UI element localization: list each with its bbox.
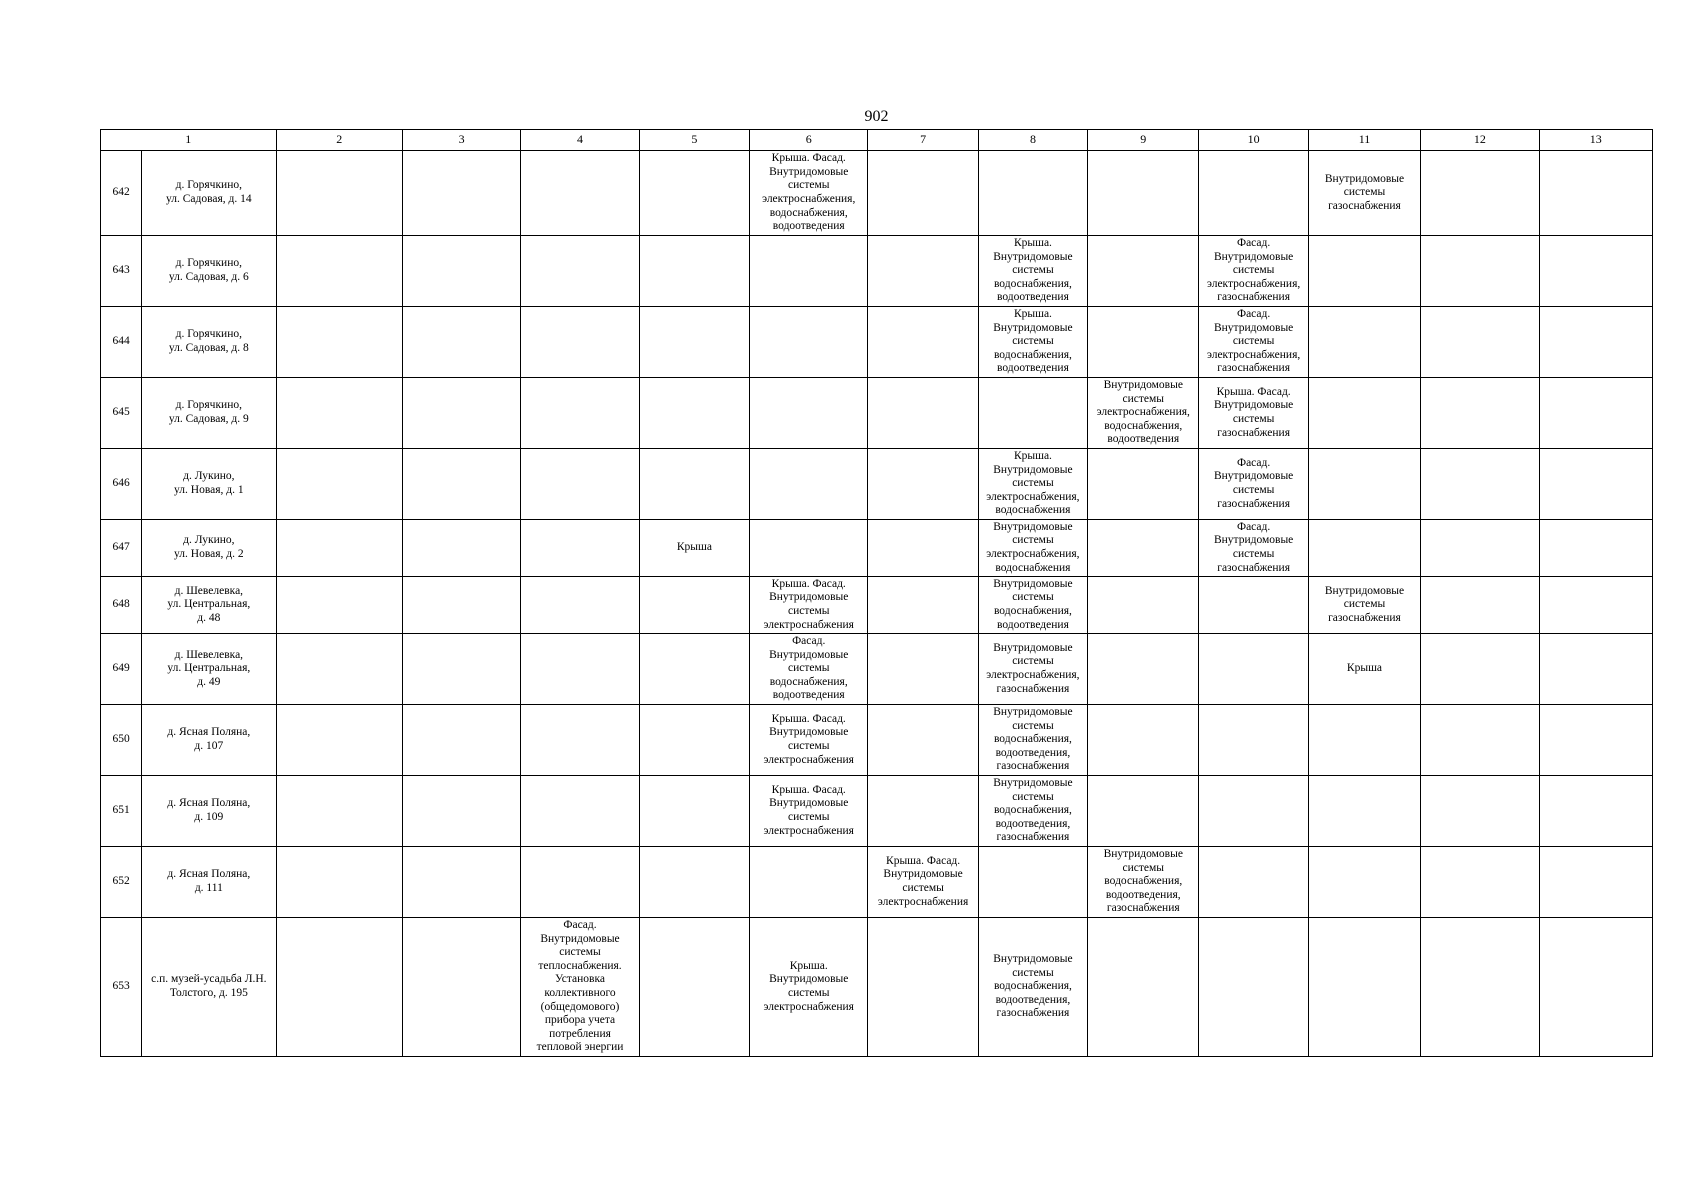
work-cell-col-6: Крыша. Фасад. Внутридомовые системы электроснабжения, водоснабжения, водоотведения [750, 151, 868, 236]
work-cell-col-11 [1308, 520, 1420, 577]
work-cell-col-5 [639, 577, 749, 634]
work-cell-col-8: Внутридомовые системы водоснабжения, водоотведения, газоснабжения [978, 918, 1087, 1057]
work-cell-col-8 [978, 378, 1087, 449]
work-cell-col-6 [750, 520, 868, 577]
address-cell: д. Ясная Поляна, д. 109 [142, 776, 276, 847]
work-cell-col-6: Крыша. Фасад. Внутридомовые системы электроснабжения [750, 577, 868, 634]
address-cell: д. Ясная Поляна, д. 107 [142, 705, 276, 776]
work-cell-col-12 [1421, 520, 1539, 577]
work-cell-col-4 [521, 378, 639, 449]
address-cell: д. Лукино, ул. Новая, д. 1 [142, 449, 276, 520]
work-cell-col-10 [1199, 705, 1308, 776]
work-cell-col-5 [639, 151, 749, 236]
row-number: 651 [101, 776, 142, 847]
work-cell-col-9 [1088, 449, 1199, 520]
address-cell: д. Ясная Поляна, д. 111 [142, 847, 276, 918]
work-cell-col-11 [1308, 378, 1420, 449]
work-cell-col-8: Крыша. Внутридомовые системы водоснабжения, водоотведения [978, 236, 1087, 307]
work-cell-col-8: Внутридомовые системы водоснабжения, водоотведения, газоснабжения [978, 776, 1087, 847]
work-cell-col-5 [639, 307, 749, 378]
work-cell-col-10 [1199, 577, 1308, 634]
work-cell-col-3 [402, 634, 520, 705]
work-cell-col-9 [1088, 236, 1199, 307]
work-cell-col-10 [1199, 151, 1308, 236]
work-cell-col-6 [750, 847, 868, 918]
work-cell-col-10: Фасад. Внутридомовые системы газоснабжения [1199, 449, 1308, 520]
work-cell-col-2 [276, 449, 402, 520]
work-cell-col-8: Внутридомовые системы водоснабжения, водоотведения, газоснабжения [978, 705, 1087, 776]
work-cell-col-3 [402, 307, 520, 378]
work-cell-col-12 [1421, 378, 1539, 449]
work-cell-col-2 [276, 151, 402, 236]
work-cell-col-9 [1088, 577, 1199, 634]
work-cell-col-8: Крыша. Внутридомовые системы водоснабжения, водоотведения [978, 307, 1087, 378]
work-cell-col-5 [639, 918, 749, 1057]
work-cell-col-2 [276, 847, 402, 918]
column-header-8: 8 [978, 130, 1087, 151]
work-cell-col-6 [750, 449, 868, 520]
work-cell-col-2 [276, 577, 402, 634]
row-number: 653 [101, 918, 142, 1057]
work-cell-col-3 [402, 449, 520, 520]
work-cell-col-2 [276, 776, 402, 847]
table-row [101, 918, 1653, 1057]
address-cell: д. Шевелевка, ул. Центральная, д. 48 [142, 577, 276, 634]
work-cell-col-7 [868, 378, 978, 449]
work-cell-col-12 [1421, 776, 1539, 847]
row-number: 644 [101, 307, 142, 378]
work-cell-col-10: Фасад. Внутридомовые системы электроснабжения, газоснабжения [1199, 236, 1308, 307]
column-header-1: 1 [101, 130, 277, 151]
work-cell-col-11: Крыша [1308, 634, 1420, 705]
work-cell-col-9 [1088, 307, 1199, 378]
column-header-12: 12 [1421, 130, 1539, 151]
work-cell-col-8 [978, 151, 1087, 236]
table-row [101, 776, 1653, 847]
work-cell-col-5 [639, 776, 749, 847]
work-cell-col-8: Крыша. Внутридомовые системы электроснабжения, водоснабжения [978, 449, 1087, 520]
work-cell-col-3 [402, 236, 520, 307]
work-cell-col-13 [1539, 449, 1652, 520]
column-header-2: 2 [276, 130, 402, 151]
work-cell-col-3 [402, 847, 520, 918]
work-cell-col-8: Внутридомовые системы электроснабжения, газоснабжения [978, 634, 1087, 705]
work-cell-col-6 [750, 236, 868, 307]
work-cell-col-12 [1421, 307, 1539, 378]
work-cell-col-5 [639, 449, 749, 520]
table-row [101, 307, 1653, 378]
work-cell-col-11 [1308, 918, 1420, 1057]
work-cell-col-13 [1539, 577, 1652, 634]
work-cell-col-7 [868, 776, 978, 847]
work-cell-col-6: Крыша. Внутридомовые системы электроснабжения [750, 918, 868, 1057]
work-cell-col-10 [1199, 847, 1308, 918]
work-cell-col-13 [1539, 378, 1652, 449]
work-cell-col-4 [521, 634, 639, 705]
work-cell-col-5: Крыша [639, 520, 749, 577]
work-cell-col-4 [521, 520, 639, 577]
column-header-11: 11 [1308, 130, 1420, 151]
work-cell-col-4 [521, 151, 639, 236]
work-cell-col-9 [1088, 776, 1199, 847]
work-cell-col-10: Крыша. Фасад. Внутридомовые системы газоснабжения [1199, 378, 1308, 449]
work-cell-col-5 [639, 634, 749, 705]
column-header-10: 10 [1199, 130, 1308, 151]
work-cell-col-3 [402, 705, 520, 776]
work-cell-col-9 [1088, 705, 1199, 776]
row-number: 648 [101, 577, 142, 634]
work-cell-col-12 [1421, 236, 1539, 307]
work-cell-col-4: Фасад. Внутридомовые системы теплоснабжения. Установка коллективного (общедомового) прибора учета потребления тепловой энергии [521, 918, 639, 1057]
row-number: 642 [101, 151, 142, 236]
work-cell-col-2 [276, 634, 402, 705]
work-cell-col-12 [1421, 634, 1539, 705]
work-cell-col-13 [1539, 151, 1652, 236]
address-cell: д. Шевелевка, ул. Центральная, д. 49 [142, 634, 276, 705]
row-number: 645 [101, 378, 142, 449]
work-cell-col-12 [1421, 449, 1539, 520]
work-cell-col-4 [521, 847, 639, 918]
address-cell: с.п. музей-усадьба Л.Н. Толстого, д. 195 [142, 918, 276, 1057]
column-header-3: 3 [402, 130, 520, 151]
row-number: 643 [101, 236, 142, 307]
row-number: 646 [101, 449, 142, 520]
table-row [101, 847, 1653, 918]
table-row [101, 236, 1653, 307]
work-cell-col-6: Крыша. Фасад. Внутридомовые системы электроснабжения [750, 705, 868, 776]
header-row [101, 130, 1653, 151]
table-row [101, 577, 1653, 634]
work-cell-col-9 [1088, 151, 1199, 236]
row-number: 650 [101, 705, 142, 776]
work-cell-col-6: Крыша. Фасад. Внутридомовые системы электроснабжения [750, 776, 868, 847]
work-cell-col-2 [276, 520, 402, 577]
work-cell-col-8 [978, 847, 1087, 918]
work-cell-col-7 [868, 236, 978, 307]
work-cell-col-5 [639, 236, 749, 307]
work-cell-col-4 [521, 449, 639, 520]
work-cell-col-12 [1421, 577, 1539, 634]
table-row [101, 705, 1653, 776]
work-cell-col-2 [276, 378, 402, 449]
work-cell-col-13 [1539, 918, 1652, 1057]
work-cell-col-5 [639, 847, 749, 918]
work-cell-col-7: Крыша. Фасад. Внутридомовые системы электроснабжения [868, 847, 978, 918]
address-cell: д. Горячкино, ул. Садовая, д. 9 [142, 378, 276, 449]
work-cell-col-12 [1421, 705, 1539, 776]
repair-schedule-table [100, 129, 1653, 1057]
work-cell-col-12 [1421, 918, 1539, 1057]
work-cell-col-11: Внутридомовые системы газоснабжения [1308, 577, 1420, 634]
work-cell-col-9: Внутридомовые системы водоснабжения, водоотведения, газоснабжения [1088, 847, 1199, 918]
work-cell-col-10: Фасад. Внутридомовые системы газоснабжения [1199, 520, 1308, 577]
work-cell-col-12 [1421, 847, 1539, 918]
work-cell-col-10: Фасад. Внутридомовые системы электроснабжения, газоснабжения [1199, 307, 1308, 378]
column-header-4: 4 [521, 130, 639, 151]
page-number: 902 [864, 108, 889, 125]
work-cell-col-6: Фасад. Внутридомовые системы водоснабжения, водоотведения [750, 634, 868, 705]
work-cell-col-13 [1539, 847, 1652, 918]
work-cell-col-4 [521, 307, 639, 378]
work-cell-col-10 [1199, 776, 1308, 847]
work-cell-col-6 [750, 307, 868, 378]
work-cell-col-7 [868, 151, 978, 236]
address-cell: д. Горячкино, ул. Садовая, д. 8 [142, 307, 276, 378]
column-header-9: 9 [1088, 130, 1199, 151]
row-number: 652 [101, 847, 142, 918]
work-cell-col-8: Внутридомовые системы водоснабжения, водоотведения [978, 577, 1087, 634]
work-cell-col-2 [276, 307, 402, 378]
table-row [101, 151, 1653, 236]
work-cell-col-11: Внутридомовые системы газоснабжения [1308, 151, 1420, 236]
table-row [101, 449, 1653, 520]
work-cell-col-13 [1539, 236, 1652, 307]
work-cell-col-4 [521, 705, 639, 776]
work-cell-col-11 [1308, 705, 1420, 776]
work-cell-col-3 [402, 776, 520, 847]
work-cell-col-11 [1308, 449, 1420, 520]
work-cell-col-10 [1199, 918, 1308, 1057]
column-header-5: 5 [639, 130, 749, 151]
work-cell-col-9 [1088, 634, 1199, 705]
work-cell-col-7 [868, 307, 978, 378]
address-cell: д. Горячкино, ул. Садовая, д. 14 [142, 151, 276, 236]
work-cell-col-11 [1308, 776, 1420, 847]
work-cell-col-11 [1308, 307, 1420, 378]
column-header-6: 6 [750, 130, 868, 151]
address-cell: д. Лукино, ул. Новая, д. 2 [142, 520, 276, 577]
work-cell-col-4 [521, 577, 639, 634]
row-number: 649 [101, 634, 142, 705]
work-cell-col-7 [868, 577, 978, 634]
work-cell-col-11 [1308, 236, 1420, 307]
work-cell-col-2 [276, 236, 402, 307]
work-cell-col-7 [868, 449, 978, 520]
work-cell-col-7 [868, 520, 978, 577]
work-cell-col-11 [1308, 847, 1420, 918]
work-cell-col-7 [868, 634, 978, 705]
work-cell-col-8: Внутридомовые системы электроснабжения, водоснабжения [978, 520, 1087, 577]
work-cell-col-3 [402, 520, 520, 577]
work-cell-col-13 [1539, 520, 1652, 577]
work-cell-col-10 [1199, 634, 1308, 705]
work-cell-col-5 [639, 705, 749, 776]
work-cell-col-9 [1088, 918, 1199, 1057]
work-cell-col-12 [1421, 151, 1539, 236]
work-cell-col-13 [1539, 307, 1652, 378]
table-row [101, 520, 1653, 577]
work-cell-col-2 [276, 918, 402, 1057]
table-row [101, 378, 1653, 449]
column-header-13: 13 [1539, 130, 1652, 151]
row-number: 647 [101, 520, 142, 577]
address-cell: д. Горячкино, ул. Садовая, д. 6 [142, 236, 276, 307]
work-cell-col-9 [1088, 520, 1199, 577]
work-cell-col-3 [402, 151, 520, 236]
work-cell-col-13 [1539, 705, 1652, 776]
work-cell-col-13 [1539, 634, 1652, 705]
work-cell-col-4 [521, 776, 639, 847]
work-cell-col-7 [868, 918, 978, 1057]
work-cell-col-3 [402, 577, 520, 634]
work-cell-col-7 [868, 705, 978, 776]
work-cell-col-5 [639, 378, 749, 449]
table-row [101, 634, 1653, 705]
work-cell-col-13 [1539, 776, 1652, 847]
work-cell-col-6 [750, 378, 868, 449]
work-cell-col-3 [402, 918, 520, 1057]
work-cell-col-4 [521, 236, 639, 307]
column-header-7: 7 [868, 130, 978, 151]
work-cell-col-2 [276, 705, 402, 776]
work-cell-col-9: Внутридомовые системы электроснабжения, водоснабжения, водоотведения [1088, 378, 1199, 449]
work-cell-col-3 [402, 378, 520, 449]
